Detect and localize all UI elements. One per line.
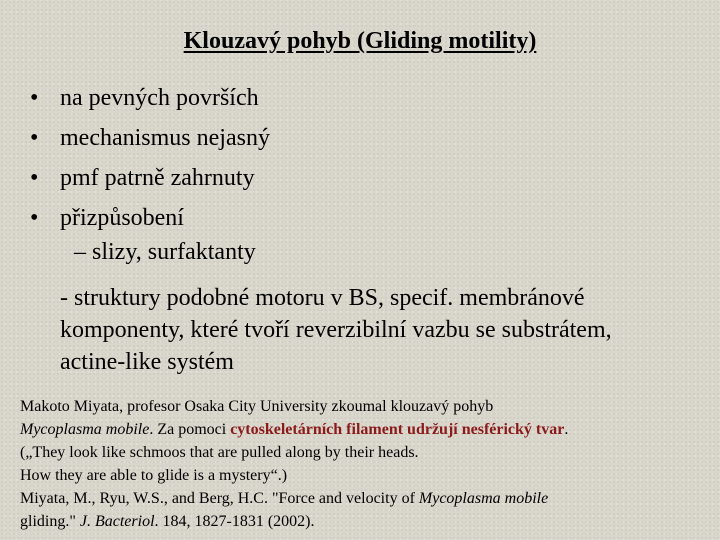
bullet-text: přizpůsobení: [60, 205, 184, 231]
note-line-6: [20, 510, 710, 533]
bullet-item: [30, 78, 270, 118]
note-line-3: („They look like schmoos that are pulled along by their heads.: [20, 444, 419, 461]
note-line-1: Makoto Miyata, profesor Osaka City University zkoumal klouzavý pohyb: [20, 398, 494, 415]
bullet-dot-icon: •: [30, 205, 39, 231]
bullet-item: [30, 118, 270, 158]
bullet-dot-icon: •: [30, 165, 39, 191]
slide-title: Klouzavý pohyb (Gliding motility): [183, 28, 537, 54]
bullet-list: [30, 78, 270, 238]
bullet-text: mechanismus nejasný: [60, 125, 270, 151]
bullet-item: [30, 198, 270, 238]
bullet-dot-icon: •: [30, 85, 39, 111]
note-line-5: [20, 487, 710, 510]
bullet-item: [30, 158, 270, 198]
note-line-2: [20, 418, 710, 441]
bullet-text: na pevných površích: [60, 85, 259, 111]
highlighted-text: cytoskeletárních filament udržují nesférický tvar: [230, 421, 565, 438]
citation-text: Miyata, M., Ryu, W.S., and Berg, H.C. "Force and velocity of: [20, 490, 419, 507]
reference-note: [20, 395, 710, 533]
note-text: .: [564, 421, 569, 438]
note-line-4: How they are able to glide is a mystery“.): [20, 467, 288, 484]
species-name: Mycoplasma mobile: [20, 421, 150, 438]
citation-text: gliding.": [20, 513, 80, 530]
citation-text: . 184, 1827-1831 (2002).: [154, 513, 315, 530]
note-text: . Za pomoci: [149, 421, 231, 438]
sub-item-slime: – slizy, surfaktanty: [74, 239, 256, 265]
journal-name: J. Bacteriol: [79, 513, 155, 530]
sub-item-motor-structures: - struktury podobné motoru v BS, specif. membránové komponenty, které tvoří reverzibilní vazbu se substrátem, actine-like systém: [60, 285, 612, 375]
species-name: Mycoplasma mobile: [418, 490, 549, 507]
bullet-dot-icon: •: [30, 125, 39, 151]
bullet-text: pmf patrně zahrnuty: [60, 165, 255, 191]
